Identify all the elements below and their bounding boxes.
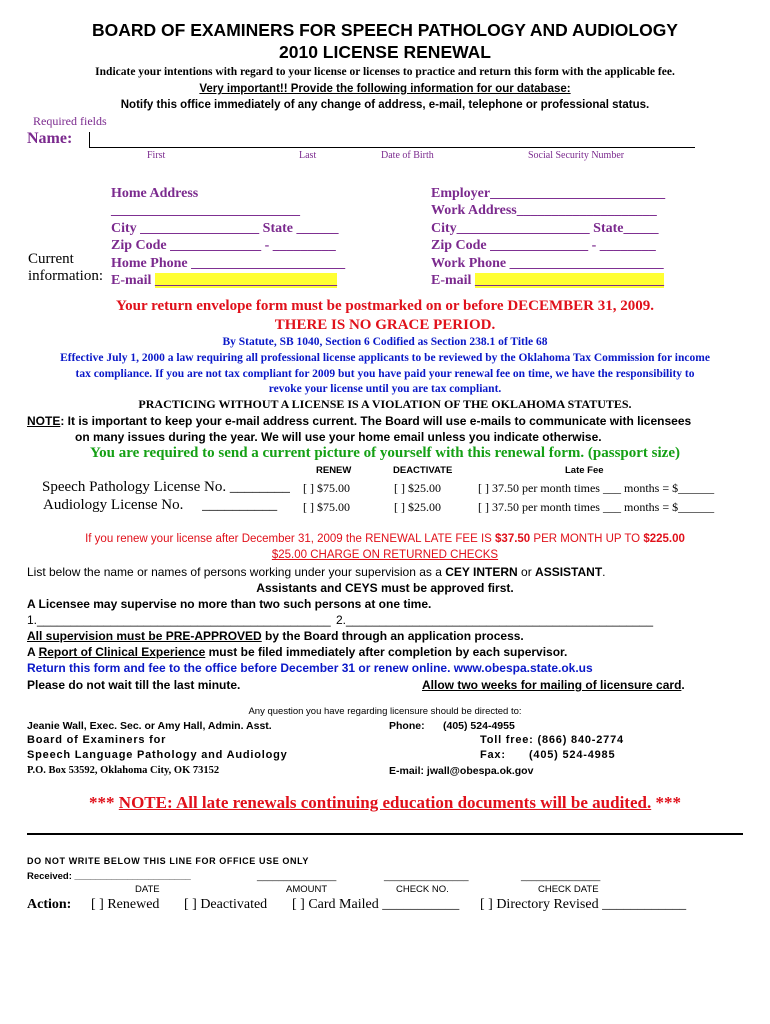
do-not-wait-text: Please do not wait till the last minute. — [27, 678, 241, 692]
home-email-blank: __________________________ — [154, 273, 337, 288]
speech-late-fee-field[interactable]: [ ] 37.50 per month times ___ months = $______ — [478, 481, 715, 495]
note-line1 — [27, 414, 691, 428]
allow-two-weeks-underlined: Allow two weeks for mailing of licensure card — [422, 678, 682, 692]
tax-compliance-line1: Effective July 1, 2000 a law requiring all professional license applicants to be reviewed by the Oklahoma Tax Commission for income — [60, 352, 710, 364]
very-important-text: Very important!! Provide the following information for our database: — [199, 83, 571, 95]
return-online-text: Return this form and fee to the office before December 31 or renew online. www.obespa.state.ok.us — [27, 661, 593, 675]
work-phone-field[interactable]: Work Phone ______________________ — [431, 256, 664, 271]
check-date-sublabel: CHECK DATE — [538, 884, 599, 895]
last-name-sublabel: Last — [299, 150, 317, 161]
current-info-label-2: information: — [28, 268, 103, 284]
supervisee-1-field[interactable]: 1.____________________________________________ — [27, 613, 331, 627]
name-field[interactable] — [89, 147, 695, 148]
returned-check-text: $25.00 CHARGE ON RETURNED CHECKS — [271, 549, 499, 561]
clinical-report-pre: A — [27, 645, 39, 659]
work-email-blank: ___________________________ — [474, 273, 664, 288]
work-email-label: E-mail — [431, 273, 472, 288]
note-text-1: : It is important to keep your e-mail address current. The Board will use e-mails to communicate with licensees — [60, 414, 692, 428]
received-date-field[interactable]: Received: ______________________ — [27, 871, 191, 882]
contact-email: E-mail: jwall@obespa.ok.gov — [389, 765, 534, 777]
first-name-sublabel: First — [147, 150, 166, 161]
fax-number: Fax: (405) 524-4985 — [480, 749, 616, 761]
approved-first-text: Assistants and CEYS must be approved first. — [256, 581, 514, 595]
phone-label: Phone: — [389, 720, 425, 732]
audiology-late-fee-field[interactable]: [ ] 37.50 per month times ___ months = $______ — [478, 500, 715, 514]
org-line-1: Board of Examiners for — [27, 734, 167, 746]
current-info-label-1: Current — [28, 251, 74, 267]
deactivated-checkbox[interactable]: [ ] Deactivated — [184, 897, 268, 912]
cey-intern-text: CEY INTERN — [445, 565, 518, 579]
preapproved-rest: by the Board through an application process. — [261, 629, 524, 643]
form-title-line2: 2010 LICENSE RENEWAL — [279, 42, 491, 62]
form-title-line1: BOARD OF EXAMINERS FOR SPEECH PATHOLOGY AND AUDIOLOGY — [92, 20, 678, 40]
supervisee-2-field[interactable]: 2.______________________________________________ — [336, 613, 654, 627]
late-fee-amount: $37.50 — [495, 533, 531, 545]
amount-sublabel: AMOUNT — [286, 884, 328, 895]
audiology-license-field[interactable]: Audiology License No. __________ — [43, 497, 278, 513]
check-date-field[interactable]: _______________ — [521, 871, 601, 882]
home-city-state-field[interactable]: City _________________ State ______ — [111, 221, 339, 236]
name-field-left-border — [89, 132, 90, 148]
office-use-divider — [27, 833, 743, 835]
supervision-list-pre: List below the name or names of persons working under your supervision as a — [27, 565, 446, 579]
home-address-field[interactable]: ___________________________ — [111, 203, 300, 218]
preapproved-underlined: All supervision must be PRE-APPROVED — [27, 629, 262, 643]
picture-requirement-text: You are required to send a current picture of yourself with this renewal form. (passport size) — [90, 445, 680, 461]
col-deactivate-header: DEACTIVATE — [393, 465, 453, 476]
period-text: . — [602, 565, 606, 579]
clinical-report-rest: must be filed immediately after completion by each supervisor. — [205, 645, 568, 659]
allow-period: . — [681, 678, 685, 692]
mailing-address: P.O. Box 53592, Oklahoma City, OK 73152 — [27, 765, 220, 776]
late-fee-max: $225.00 — [643, 533, 685, 545]
org-line-2: Speech Language Pathology and Audiology — [27, 749, 288, 761]
work-email-field[interactable] — [431, 273, 664, 289]
speech-renew-checkbox[interactable]: [ ] $75.00 — [303, 481, 350, 495]
staff-names: Jeanie Wall, Exec. Sec. or Amy Hall, Admin. Asst. — [27, 720, 272, 732]
audit-stars-right: *** — [651, 793, 681, 812]
card-mailed-checkbox[interactable]: [ ] Card Mailed ___________ — [292, 897, 460, 912]
ssn-sublabel: Social Security Number — [528, 150, 625, 161]
audit-note-label: NOTE — [118, 793, 167, 812]
audit-note-text: : All late renewals continuing education documents will be audited. — [166, 793, 652, 812]
or-text: or — [517, 565, 536, 579]
note-label: NOTE — [27, 414, 61, 428]
violation-text: PRACTICING WITHOUT A LICENSE IS A VIOLATION OF THE OKLAHOMA STATUTES. — [138, 397, 632, 411]
clinical-report-underlined: Report of Clinical Experience — [38, 645, 206, 659]
speech-deactivate-checkbox[interactable]: [ ] $25.00 — [394, 481, 441, 495]
question-directed-text: Any question you have regarding licensure should be directed to: — [248, 706, 522, 717]
home-address-label: Home Address — [111, 186, 199, 201]
audiology-renew-checkbox[interactable]: [ ] $75.00 — [303, 500, 350, 514]
audiology-deactivate-checkbox[interactable]: [ ] $25.00 — [394, 500, 441, 514]
assistant-text: ASSISTANT — [535, 565, 603, 579]
dob-sublabel: Date of Birth — [381, 150, 434, 161]
clinical-report-text — [27, 645, 567, 659]
toll-free-number: Toll free: (866) 840-2774 — [480, 734, 624, 746]
employer-field[interactable]: Employer_________________________ — [431, 186, 666, 201]
col-renew-header: RENEW — [316, 465, 352, 476]
col-late-header: Late Fee — [565, 465, 604, 476]
late-fee-text — [0, 533, 770, 545]
amount-field[interactable]: _______________ — [257, 871, 337, 882]
directory-revised-checkbox[interactable]: [ ] Directory Revised ____________ — [480, 897, 687, 912]
late-fee-pre: If you renew your license after December 31, 2009 the RENEWAL LATE FEE IS — [85, 533, 496, 545]
supervision-max-text: A Licensee may supervise no more than two such persons at one time. — [27, 597, 432, 611]
notify-text: Notify this office immediately of any change of address, e-mail, telephone or professional status. — [120, 99, 650, 111]
no-grace-period-text: THERE IS NO GRACE PERIOD. — [274, 317, 496, 333]
note-line2: on many issues during the year. We will use your home email unless you indicate otherwise. — [75, 430, 602, 444]
work-address-field[interactable]: Work Address____________________ — [431, 203, 657, 218]
renewed-checkbox[interactable]: [ ] Renewed — [91, 897, 160, 912]
audit-stars-left: *** — [89, 793, 119, 812]
allow-two-weeks-text — [422, 678, 685, 692]
check-no-sublabel: CHECK NO. — [396, 884, 449, 895]
home-email-label: E-mail — [111, 273, 152, 288]
tax-compliance-line3: revoke your license until you are tax compliant. — [268, 383, 502, 395]
phone-number: (405) 524-4955 — [443, 720, 515, 732]
home-phone-field[interactable]: Home Phone ______________________ — [111, 256, 346, 271]
statute-text: By Statute, SB 1040, Section 6 Codified as Section 238.1 of Title 68 — [222, 336, 548, 348]
action-label: Action: — [27, 897, 72, 912]
tax-compliance-line2: tax compliance. If you are not tax compliant for 2009 but you have paid your renewal fee on time, we have the responsibility to — [75, 368, 695, 380]
name-label: Name: — [27, 130, 73, 147]
office-use-heading: DO NOT WRITE BELOW THIS LINE FOR OFFICE USE ONLY — [27, 856, 309, 866]
supervision-list-text — [27, 565, 606, 579]
intentions-text: Indicate your intentions with regard to your license or licenses to practice and return this form with the applicable fee. — [95, 66, 675, 78]
speech-license-field[interactable]: Speech Pathology License No. ________ — [42, 479, 290, 495]
required-fields-label: Required fields — [33, 114, 107, 128]
work-city-state-field[interactable]: City___________________ State_____ — [431, 221, 659, 236]
check-no-field[interactable]: ________________ — [384, 871, 469, 882]
date-sublabel: DATE — [135, 884, 160, 895]
work-zip-field[interactable]: Zip Code ______________ - ________ — [431, 238, 656, 253]
home-email-field[interactable] — [111, 273, 337, 289]
deadline-text: Your return envelope form must be postmarked on or before DECEMBER 31, 2009. — [115, 298, 655, 314]
preapproved-text — [27, 629, 524, 643]
late-fee-mid: PER MONTH UP TO — [530, 533, 644, 545]
home-zip-field[interactable]: Zip Code _____________ - _________ — [111, 238, 336, 253]
audit-note — [0, 793, 770, 813]
